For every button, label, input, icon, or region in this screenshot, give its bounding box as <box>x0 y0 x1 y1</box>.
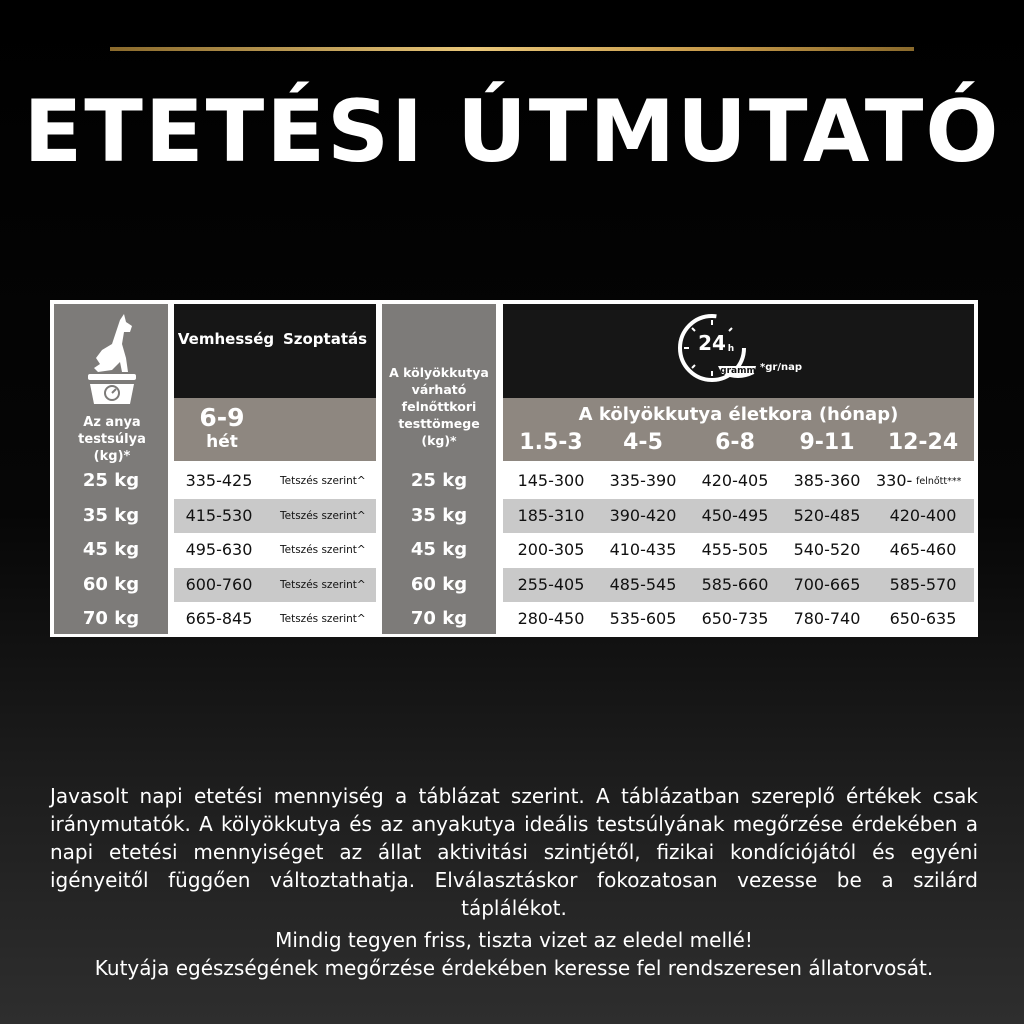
age-row-4-c3: 585-660 <box>701 575 769 594</box>
lact-row-1: Tetszés szerint^ <box>280 475 366 487</box>
preg-row-1: 335-425 <box>185 471 253 490</box>
gram-label: gramm <box>720 366 756 376</box>
gold-divider <box>110 47 914 51</box>
age-row-5-c5: 650-635 <box>889 609 957 628</box>
pup-weight-row-3: 45 kg <box>410 539 468 560</box>
dog-on-scale-icon <box>76 314 148 406</box>
lact-row-2: Tetszés szerint^ <box>280 510 366 522</box>
preg-row-4: 600-760 <box>185 575 253 594</box>
age-col-2: 4-5 <box>623 430 663 455</box>
age-row-4-c4: 700-665 <box>793 575 861 594</box>
expected-weight-label: A kölyökkutya várható felnőttkori testtömege (kg)* <box>389 365 489 448</box>
mother-weight-label: Az anya testsúlya (kg)* <box>78 415 146 464</box>
preg-row-2: 415-530 <box>185 506 253 525</box>
pup-weight-row-1: 25 kg <box>410 470 468 491</box>
age-row-4-c1: 255-405 <box>517 575 585 594</box>
lactation-label: Szoptatás <box>282 330 368 348</box>
age-row-3-c1: 200-305 <box>517 540 585 559</box>
age-row-1-c1: 145-300 <box>517 471 585 490</box>
mother-weight-row-5: 70 kg <box>82 608 140 629</box>
water-note: Mindig tegyen friss, tiszta vizet az eledel mellé! <box>275 928 753 952</box>
page-title: ETETÉSI ÚTMUTATÓ <box>23 82 1001 182</box>
age-row-5-c4: 780-740 <box>793 609 861 628</box>
feeding-instructions: Javasolt napi etetési mennyiség a táblázat szerint. A táblázatban szereplő értékek csak iránymutatók. A kölyökkutya és az anyakutya ideális testsúlyának megőrzése érdekében a napi etetési mennyiséget az állat aktivitási szintjétől, fizikai kondíciójától és egyéni igényeitől függően változtathatja. Elválasztáskor fokozatosan vezesse be a szilárd táplálékot. <box>50 784 978 920</box>
age-row-1-c4: 385-360 <box>793 471 861 490</box>
age-row-3-c5: 465-460 <box>889 540 957 559</box>
age-row-4-c5: 585-570 <box>889 575 957 594</box>
vet-note: Kutyája egészségének megőrzése érdekében keresse fel rendszeresen állatorvosát. <box>94 956 934 980</box>
mother-weight-row-1: 25 kg <box>82 470 140 491</box>
age-row-2-c1: 185-310 <box>517 506 585 525</box>
age-row-2-c3: 450-495 <box>701 506 769 525</box>
age-header: A kölyökkutya életkora (hónap) <box>578 404 899 425</box>
pregnancy-weeks: 6-9 <box>199 403 245 432</box>
clock-unit: h <box>727 344 735 354</box>
age-row-1-c5: 330- <box>876 471 913 490</box>
lact-row-5: Tetszés szerint^ <box>280 613 366 625</box>
age-row-5-c1: 280-450 <box>517 609 585 628</box>
age-col-3: 6-8 <box>715 430 755 455</box>
weeks-unit: hét <box>206 432 238 452</box>
age-row-2-c4: 520-485 <box>793 506 861 525</box>
age-row-2-c2: 390-420 <box>609 506 677 525</box>
gr-per-day: *gr/nap <box>760 362 802 373</box>
age-col-4: 9-11 <box>799 430 855 455</box>
pup-weight-row-4: 60 kg <box>410 574 468 595</box>
age-row-3-c2: 410-435 <box>609 540 677 559</box>
pup-weight-row-2: 35 kg <box>410 505 468 526</box>
age-col-1: 1.5-3 <box>519 430 583 455</box>
clock-hours: 24 <box>698 331 726 355</box>
age-col-5: 12-24 <box>887 430 959 455</box>
lact-row-3: Tetszés szerint^ <box>280 544 366 556</box>
age-row-1-suffix: felnőtt*** <box>916 476 962 487</box>
preg-row-3: 495-630 <box>185 540 253 559</box>
mother-weight-row-3: 45 kg <box>82 539 140 560</box>
age-row-5-c3: 650-735 <box>701 609 769 628</box>
age-row-1-c3: 420-405 <box>701 471 769 490</box>
pregnancy-label: Vemhesség <box>177 330 275 348</box>
age-row-4-c2: 485-545 <box>609 575 677 594</box>
feeding-table <box>50 300 978 637</box>
pregnancy-header <box>174 304 376 398</box>
lact-row-4: Tetszés szerint^ <box>280 579 366 591</box>
age-row-2-c5: 420-400 <box>889 506 957 525</box>
age-row-1-c2: 335-390 <box>609 471 677 490</box>
mother-weight-row-4: 60 kg <box>82 574 140 595</box>
mother-weight-row-2: 35 kg <box>82 505 140 526</box>
age-row-5-c2: 535-605 <box>609 609 677 628</box>
age-row-3-c3: 455-505 <box>701 540 769 559</box>
pup-weight-row-5: 70 kg <box>410 608 468 629</box>
preg-row-5: 665-845 <box>185 609 253 628</box>
age-row-3-c4: 540-520 <box>793 540 861 559</box>
